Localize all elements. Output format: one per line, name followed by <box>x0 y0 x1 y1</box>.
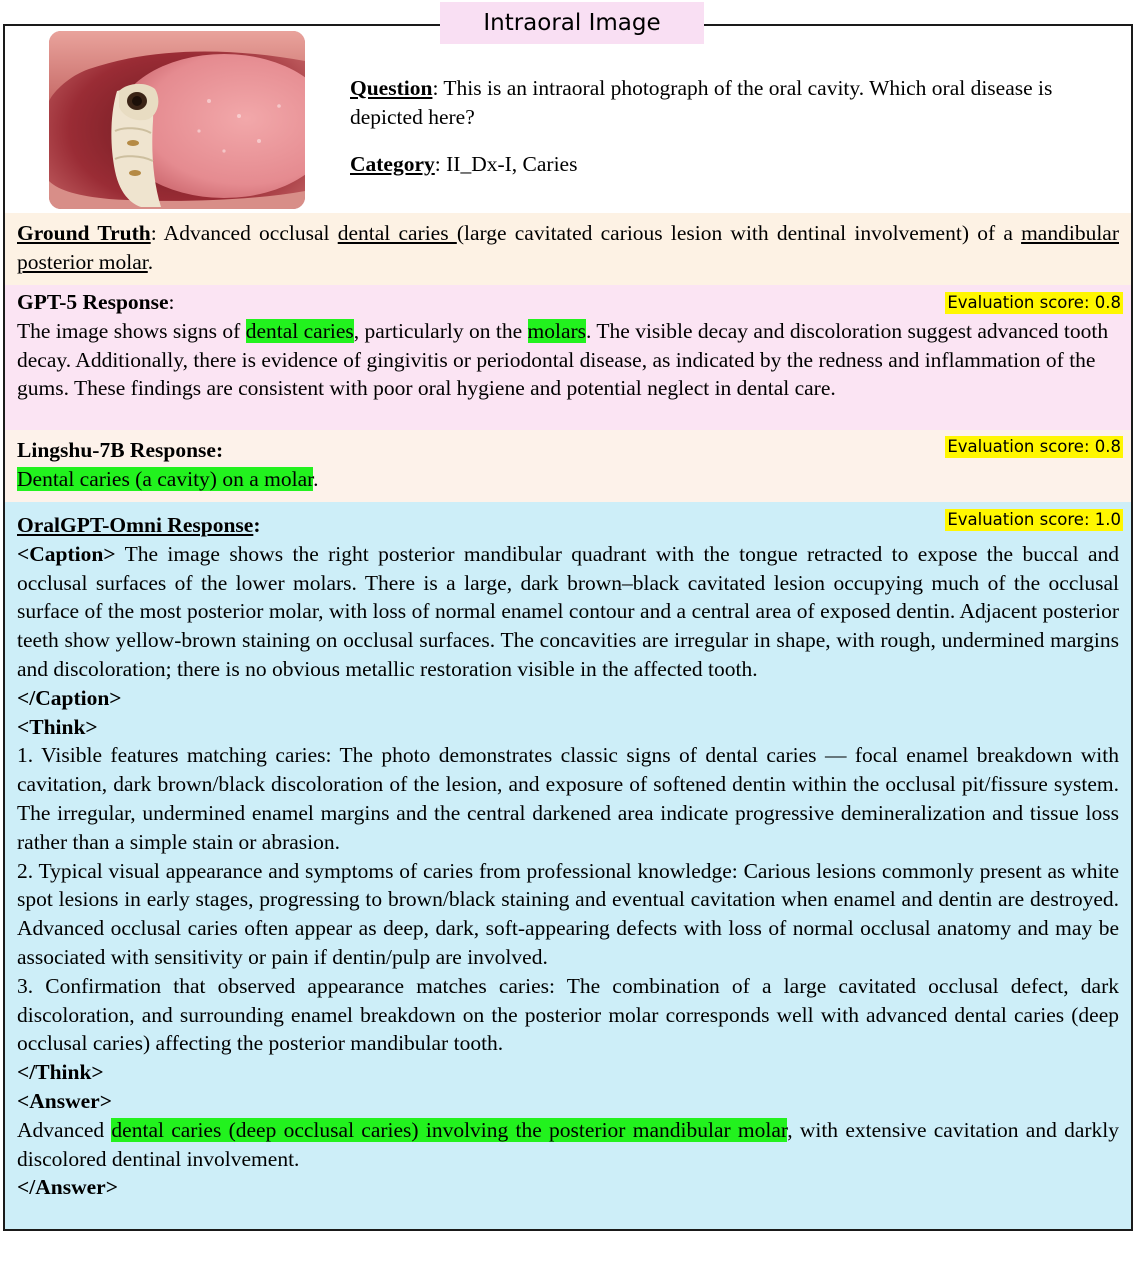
category-label: Category <box>350 152 435 176</box>
answer-text-1: Advanced <box>17 1117 112 1142</box>
caption-open-tag: <Caption> <box>17 541 116 566</box>
answer-text-2: , with extensive cavitation and darkly discolored dentinal involvement. <box>17 1117 1120 1171</box>
lingshu-label: Lingshu-7B Response: <box>17 438 224 462</box>
category-text: : II_Dx-I, Caries <box>434 152 578 176</box>
lingshu-highlight: Dental caries (a cavity) on a molar <box>17 466 314 491</box>
gpt5-highlight-2: molars <box>527 318 587 343</box>
question-label: Question <box>350 76 433 100</box>
gpt5-text-3: . The visible decay and discoloration suggest advanced tooth decay. Additionally, there is evidence of gingivitis or periodontal disease, as indicated by the redness and inflammation of the gums. These findings are consistent with poor oral hygiene and potential neglect in dental care. <box>17 318 1109 401</box>
answer-close-tag: </Answer> <box>17 1175 118 1200</box>
gpt5-section <box>5 285 1131 430</box>
figure-title: Intraoral Image <box>440 2 704 44</box>
oralgpt-caption <box>17 540 1119 684</box>
gpt5-label: GPT-5 Response <box>17 290 169 314</box>
ground-truth-term-1: dental caries <box>337 221 457 245</box>
lingshu-text: . <box>313 466 319 491</box>
intraoral-photo <box>49 31 305 209</box>
gpt5-score-badge: Evaluation score: 0.8 <box>947 293 1121 312</box>
think-point-2: 2. Typical visual appearance and symptoms of caries from professional knowledge: Carious lesions commonly present as white spot lesions in early stages, progressing to brown/black staining and eventual cavitation when enamel and dentin are destroyed. Advanced occlusal caries often appear as deep, dark, soft-appearing defects with loss of normal occlusal anatomy and may be associated with sensitivity or pain if dentin/pulp are involved. <box>17 858 1119 969</box>
ground-truth-label: Ground Truth <box>17 221 151 245</box>
caption-close-tag: </Caption> <box>17 685 122 710</box>
lingshu-score-badge: Evaluation score: 0.8 <box>947 437 1121 456</box>
oralgpt-section <box>5 502 1131 1229</box>
answer-highlight: dental caries (deep occlusal caries) involving the posterior mandibular molar <box>111 1117 788 1142</box>
think-open-tag: <Think> <box>17 714 98 739</box>
ground-truth-text-1: : Advanced occlusal <box>150 221 338 245</box>
gpt5-response <box>17 317 1119 403</box>
category <box>350 150 577 179</box>
oralgpt-answer <box>17 1116 1119 1174</box>
answer-open-tag: <Answer> <box>17 1088 112 1113</box>
lingshu-section <box>5 430 1131 502</box>
oralgpt-label: OralGPT-Omni Response <box>17 513 254 537</box>
caption-text: The image shows the right posterior mandibular quadrant with the tongue retracted to expose the buccal and occlusal surfaces of the lower molars. There is a large, dark brown–black cavitated lesion occupying much of the occlusal surface of the most posterior molar, with loss of normal enamel contour and a central area of exposed dentin. Adjacent posterior teeth show yellow-brown staining on occlusal surfaces. The concavities are irregular in shape, with rough, undermined margins and discoloration; there is no obvious metallic restoration visible in the affected tooth. <box>17 541 1119 681</box>
gpt5-colon: : <box>168 290 175 314</box>
gpt5-highlight-1: dental caries <box>245 318 354 343</box>
gpt5-text-1: The image shows signs of <box>17 318 246 343</box>
ground-truth-section <box>5 213 1131 285</box>
oralgpt-colon: : <box>253 513 261 537</box>
gpt5-text-2: , particularly on the <box>353 318 528 343</box>
ground-truth-text-3: . <box>147 249 154 274</box>
question <box>350 74 1110 132</box>
think-close-tag: </Think> <box>17 1060 104 1085</box>
think-point-3: 3. Confirmation that observed appearance matches caries: The combination of a large cavitated occlusal defect, dark discoloration, and surrounding enamel breakdown on the posterior molar corresponds well with advanced dental caries (deep occlusal caries) affecting the posterior mandibular tooth. <box>17 973 1119 1056</box>
oralgpt-score-badge: Evaluation score: 1.0 <box>947 510 1121 529</box>
ground-truth-text-2: (large cavitated carious lesion with dentinal involvement) of a <box>456 221 1022 245</box>
lingshu-response <box>17 465 1119 494</box>
ground-truth-term-2: mandibular posterior molar <box>17 221 1119 274</box>
think-point-1: 1. Visible features matching caries: The photo demonstrates classic signs of dental caries — focal enamel breakdown with cavitation, dark brown/black discoloration of the lesion, and exposure of softened dentin within the occlusal pit/fissure system. The irregular, undermined enamel margins and the central darkened area indicate progressive demineralization and tissue loss rather than a simple stain or abrasion. <box>17 743 1119 854</box>
question-text: : This is an intraoral photograph of the oral cavity. Which oral disease is depicted here? <box>350 76 1053 129</box>
